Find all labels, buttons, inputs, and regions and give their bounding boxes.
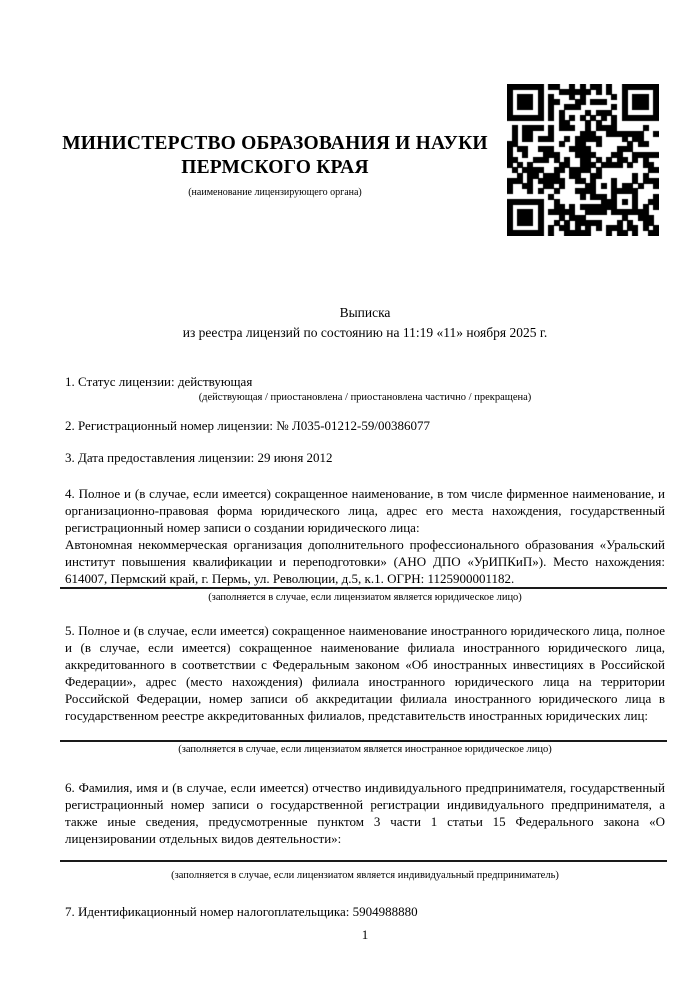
item-4-legal-entity: [65, 485, 665, 587]
item-4-label: 4. Полное и (в случае, если имеется) сокращенное наименование, в том числе фирменное наименование, и организационно-правовая форма юридического лица, адрес его места нахождения, государственный регистрационный номер записи о создании юридического лица:: [65, 486, 665, 535]
document-title: [65, 303, 665, 343]
fill-in-rule-foreign-entity: [60, 740, 667, 742]
item-1-license-status: 1. Статус лицензии: действующая: [65, 374, 253, 389]
item-6-caption: (заполняется в случае, если лицензиатом является индивидуальный предприниматель): [171, 870, 559, 881]
item-3-license-date: 3. Дата предоставления лицензии: 29 июня 2012: [65, 450, 333, 465]
ministry-header: [40, 132, 510, 199]
fill-in-rule-legal-entity: [60, 587, 667, 589]
item-5-foreign-entity: 5. Полное и (в случае, если имеется) сокращенное наименование иностранного юридического лица, полное и (в случае, если имеется) сокращенное наименование филиала иностранного юридического лица, аккредитованного в соответствии с Федеральным законом «Об иностранных инвестициях в Российской Федерации», адрес (место нахождения) филиала иностранного юридического лица на территории Российской Федерации, номер записи об аккредитации филиала иностранного юридического лица в государственном реестре аккредитованных филиалов, представительств иностранных юридических лиц:: [65, 623, 665, 723]
item-5-caption: (заполняется в случае, если лицензиатом является иностранное юридическое лицо): [178, 744, 552, 755]
item-4-caption: (заполняется в случае, если лицензиатом является юридическое лицо): [208, 592, 522, 603]
document-title-line2: из реестра лицензий по состоянию на 11:19 «11» ноября 2025 г.: [182, 325, 548, 340]
document-title-line1: Выписка: [339, 305, 391, 320]
qr-code: [507, 84, 659, 236]
item-4-value: Автономная некоммерческая организация дополнительного профессионального образования «Уральский институт повышения квалификации и переподготовки» (АНО ДПО «УрИПКиП»). Место нахождения: 614007, Пермский край, г. Пермь, ул. Революции, д.5, к.1. ОГРН: 1125900001182.: [65, 537, 665, 586]
item-1-caption: (действующая / приостановлена / приостановлена частично / прекращена): [198, 392, 532, 403]
fill-in-rule-individual-entrepreneur: [60, 860, 667, 862]
ministry-header-caption: (наименование лицензирующего органа): [188, 187, 362, 198]
item-2-registration-number: 2. Регистрационный номер лицензии: № Л035-01212-59/00386077: [65, 418, 431, 433]
ministry-name-line1: МИНИСТЕРСТВО ОБРАЗОВАНИЯ И НАУКИ: [62, 133, 488, 154]
item-7-taxpayer-number: 7. Идентификационный номер налогоплательщика: 5904988880: [65, 904, 418, 919]
item-6-individual-entrepreneur: 6. Фамилия, имя и (в случае, если имеется) отчество индивидуального предпринимателя, государственный регистрационный номер записи о государственной регистрации индивидуального предпринимателя, а также иные сведения, предусмотренные пунктом 3 части 1 статьи 15 Федерального закона «О лицензировании отдельных видов деятельности»:: [65, 780, 665, 846]
ministry-name-line2: ПЕРМСКОГО КРАЯ: [181, 157, 369, 178]
page-number: 1: [361, 927, 369, 942]
